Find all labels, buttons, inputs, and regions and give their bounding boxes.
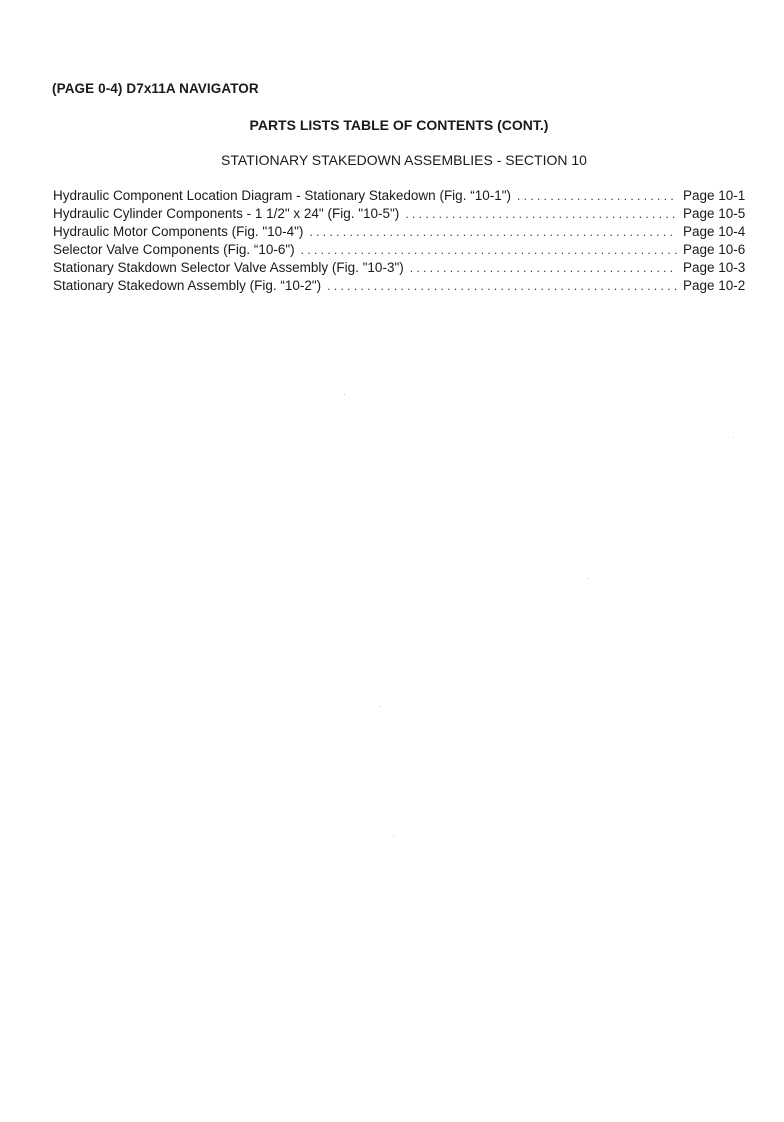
page-header: (PAGE 0-4) D7x11A NAVIGATOR: [52, 81, 259, 96]
scan-speck: [380, 706, 381, 707]
toc-dot-leader: [405, 207, 677, 221]
toc-entry: [53, 242, 753, 260]
scan-speck: [733, 437, 734, 438]
document-title: PARTS LISTS TABLE OF CONTENTS (CONT.): [249, 117, 549, 133]
scan-speck: [587, 578, 588, 579]
toc-entry-page: Page 10-5: [683, 206, 746, 221]
scan-speck: [393, 836, 394, 837]
toc-dot-leader: [410, 261, 677, 275]
toc-entry-page: Page 10-3: [683, 260, 746, 275]
toc-dot-leader: [517, 189, 677, 203]
toc-entry: [53, 206, 753, 224]
toc-entry: [53, 260, 753, 278]
toc-entry-title: Selector Valve Components (Fig. “10-6"): [53, 242, 295, 257]
toc-entry-page: Page 10-1: [683, 188, 746, 203]
table-of-contents: [53, 188, 753, 296]
toc-dot-leader: [327, 279, 677, 293]
toc-entry: [53, 224, 753, 242]
toc-entry-page: Page 10-2: [683, 278, 746, 293]
toc-dot-leader: [301, 243, 677, 257]
scan-speck: [344, 394, 345, 395]
toc-entry-title: Hydraulic Component Location Diagram - Stationary Stakedown (Fig. “10-1"): [53, 188, 511, 203]
toc-entry: [53, 188, 753, 206]
section-title: STATIONARY STAKEDOWN ASSEMBLIES - SECTION 10: [221, 152, 587, 168]
toc-entry: [53, 278, 753, 296]
toc-entry-title: Hydraulic Cylinder Components - 1 1/2" x 24" (Fig. "10-5"): [53, 206, 400, 221]
toc-entry-title: Stationary Stakdown Selector Valve Assembly (Fig. "10-3"): [53, 260, 404, 275]
toc-entry-title: Hydraulic Motor Components (Fig. "10-4"): [53, 224, 304, 239]
toc-entry-title: Stationary Stakedown Assembly (Fig. “10-2"): [53, 278, 322, 293]
toc-dot-leader: [309, 225, 677, 239]
toc-entry-page: Page 10-4: [683, 224, 746, 239]
toc-entry-page: Page 10-6: [683, 242, 746, 257]
